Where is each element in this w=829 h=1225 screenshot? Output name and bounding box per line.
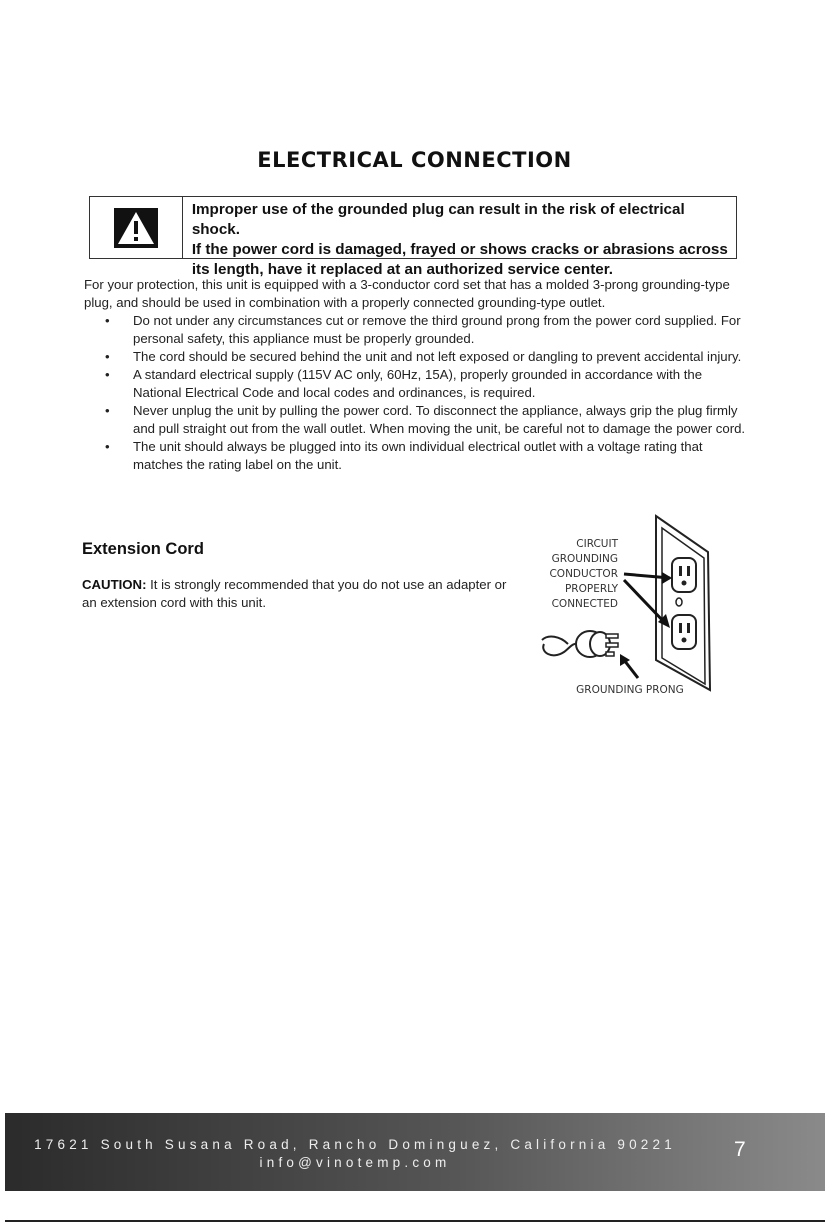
warning-text <box>183 197 736 278</box>
warning-line: its length, have it replaced at an authorized service center. <box>191 261 614 278</box>
arrow-prong <box>624 660 638 678</box>
safety-list <box>84 312 749 474</box>
diagram-label: GROUNDING <box>551 553 618 565</box>
diagram-label: CONNECTED <box>551 598 618 610</box>
footer-email: info@vinotemp.com <box>259 1155 451 1170</box>
list-item <box>84 438 749 474</box>
list-item-text: The cord should be secured behind the unit and not left exposed or dangling to prevent accidental injury. <box>133 349 742 364</box>
page-number: 7 <box>734 1138 746 1161</box>
list-item-text: A standard electrical supply (115V AC only, 60Hz, 15A), properly grounded in accordance with the National Electrical Code and local codes and ordinances, is required. <box>133 367 703 400</box>
bullet-marker: • <box>105 403 110 418</box>
page-footer <box>5 1113 825 1191</box>
diagram-label: CONDUCTOR <box>549 568 618 580</box>
list-item-text: Never unplug the unit by pulling the power cord. To disconnect the appliance, always grip the plug firmly and pull straight out from the wall outlet. When moving the unit, be careful not to damage the power cord. <box>133 403 746 436</box>
warning-triangle-icon <box>114 208 158 248</box>
warning-line: Improper use of the grounded plug can result in the risk of electrical shock. <box>191 201 685 238</box>
list-item <box>84 402 749 438</box>
warning-icon-cell <box>90 197 183 258</box>
page-title: ELECTRICAL CONNECTION <box>257 148 572 172</box>
diagram-label: CIRCUIT <box>576 538 618 550</box>
list-item <box>84 312 749 348</box>
bottom-rule <box>5 1220 825 1222</box>
bullet-marker: • <box>105 439 110 454</box>
caution-label: CAUTION: <box>82 577 147 592</box>
list-item <box>84 348 749 366</box>
lower-receptacle <box>672 615 696 649</box>
bullet-marker: • <box>105 349 110 364</box>
plug-illustration <box>542 631 618 657</box>
diagram-label: PROPERLY <box>564 583 618 595</box>
list-item-text: The unit should always be plugged into its own individual electrical outlet with a voltage rating that matches the rating label on the unit. <box>133 439 703 472</box>
intro-paragraph: For your protection, this unit is equipped with a 3-conductor cord set that has a molded 3-prong grounding-type plug, and should be used in combination with a properly connected grounding-type outlet. <box>84 277 730 310</box>
footer-address: 17621 South Susana Road, Rancho Dominguez, California 90221 <box>34 1137 676 1152</box>
warning-line: If the power cord is damaged, frayed or shows cracks or abrasions across <box>191 241 728 258</box>
bullet-marker: • <box>105 313 110 328</box>
caution-text: It is strongly recommended that you do not use an adapter or an extension cord with this unit. <box>82 577 507 610</box>
caution-paragraph <box>82 576 522 612</box>
warning-box <box>89 196 737 278</box>
footer-address-block <box>5 1136 705 1172</box>
upper-receptacle <box>672 558 696 592</box>
extension-cord-heading: Extension Cord <box>82 540 204 558</box>
grounding-prong-label: GROUNDING PRONG <box>576 684 684 696</box>
list-item <box>84 366 749 402</box>
grounding-diagram <box>538 512 716 704</box>
bullet-marker: • <box>105 367 110 382</box>
list-item-text: Do not under any circumstances cut or remove the third ground prong from the power cord supplied. For personal safety, this appliance must be properly grounded. <box>133 313 741 346</box>
